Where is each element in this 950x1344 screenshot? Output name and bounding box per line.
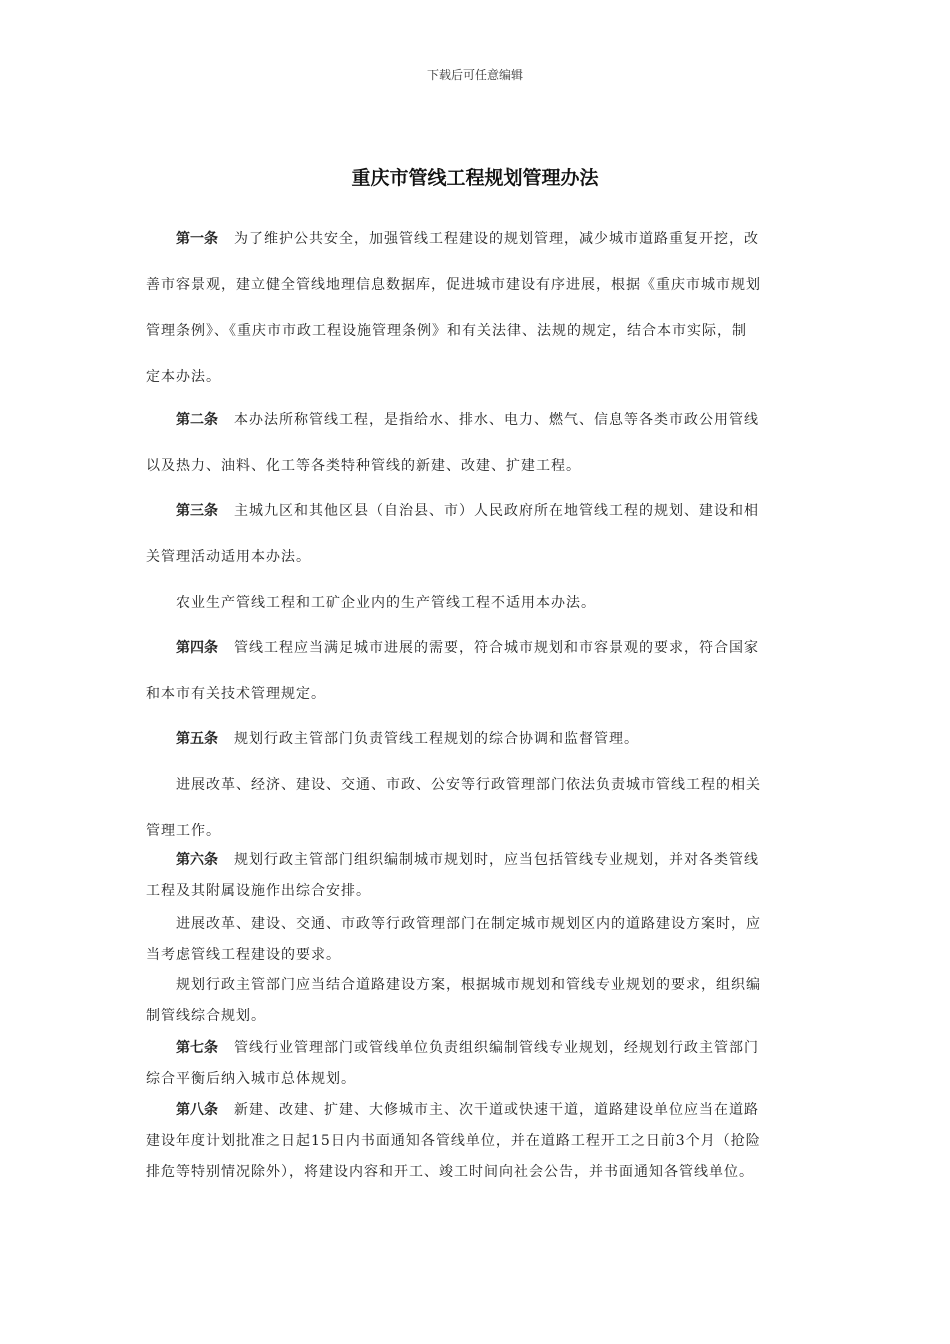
article-label: 第八条 (176, 1102, 218, 1118)
article-text: 建设年度计划批准之日起15日内书面通知各管线单位，并在道路工程开工之日前3个月（抢险 (146, 1133, 761, 1149)
article-text: 农业生产管线工程和工矿企业内的生产管线工程不适用本办法。 (176, 595, 596, 611)
article-text: 管线工程应当满足城市进展的需要，符合城市规划和市容景观的要求，符合国家 (234, 640, 759, 656)
article-label: 第二条 (176, 412, 218, 428)
header-note: 下载后可任意编辑 (426, 68, 523, 82)
article-text: 定本办法。 (146, 369, 221, 385)
article-text: 关管理活动适用本办法。 (146, 549, 311, 565)
article-text: 综合平衡后纳入城市总体规划。 (146, 1071, 356, 1087)
article-text: 进展改革、经济、建设、交通、市政、公安等行政管理部门依法负责城市管线工程的相关 (176, 777, 761, 793)
article-6-paragraph-2 (146, 909, 802, 971)
article-label: 第五条 (176, 731, 218, 747)
article-text: 当考虑管线工程建设的要求。 (146, 947, 341, 963)
article-text: 本办法所称管线工程，是指给水、排水、电力、燃气、信息等各类市政公用管线 (234, 412, 759, 428)
article-label: 第一条 (176, 231, 218, 247)
article-text: 工程及其附属设施作出综合安排。 (146, 883, 371, 899)
article-5 (146, 716, 802, 762)
article-text: 善市容景观，建立健全管线地理信息数据库，促进城市建设有序进展，根据《重庆市城市规划 (146, 277, 761, 293)
article-8 (146, 1095, 802, 1188)
article-1 (146, 216, 802, 400)
article-text: 主城九区和其他区县（自治县、市）人民政府所在地管线工程的规划、建设和相 (234, 503, 759, 519)
article-6-paragraph-3 (146, 970, 802, 1032)
article-7 (146, 1033, 802, 1095)
article-text: 管理工作。 (146, 823, 221, 839)
article-label: 第四条 (176, 640, 218, 656)
article-label: 第三条 (176, 503, 218, 519)
article-6 (146, 845, 802, 907)
article-4 (146, 625, 802, 717)
article-label: 第七条 (176, 1040, 218, 1056)
article-text: 规划行政主管部门组织编制城市规划时，应当包括管线专业规划，并对各类管线 (234, 852, 759, 868)
article-text: 规划行政主管部门应当结合道路建设方案，根据城市规划和管线专业规划的要求，组织编 (176, 977, 761, 993)
article-label: 第六条 (176, 852, 218, 868)
article-2 (146, 397, 802, 489)
article-text: 以及热力、油料、化工等各类特种管线的新建、改建、扩建工程。 (146, 458, 581, 474)
article-text: 和本市有关技术管理规定。 (146, 686, 326, 702)
article-5-paragraph-2 (146, 762, 802, 854)
article-text: 新建、改建、扩建、大修城市主、次干道或快速干道，道路建设单位应当在道路 (234, 1102, 759, 1118)
article-text: 为了维护公共安全，加强管线工程建设的规划管理，减少城市道路重复开挖，改 (234, 231, 759, 247)
article-text: 排危等特别情况除外），将建设内容和开工、竣工时间向社会公告，并书面通知各管线单位。 (146, 1164, 754, 1180)
article-text: 规划行政主管部门负责管线工程规划的综合协调和监督管理。 (234, 731, 639, 747)
article-3-paragraph-2 (146, 580, 802, 626)
article-text: 管理条例》、《重庆市市政工程设施管理条例》和有关法律、法规的规定，结合本市实际，制 (146, 323, 747, 339)
page-title: 重庆市管线工程规划管理办法 (351, 167, 599, 189)
article-text: 制管线综合规划。 (146, 1008, 266, 1024)
article-text: 进展改革、建设、交通、市政等行政管理部门在制定城市规划区内的道路建设方案时，应 (176, 916, 761, 932)
article-text: 管线行业管理部门或管线单位负责组织编制管线专业规划，经规划行政主管部门 (234, 1040, 759, 1056)
article-3 (146, 488, 802, 580)
